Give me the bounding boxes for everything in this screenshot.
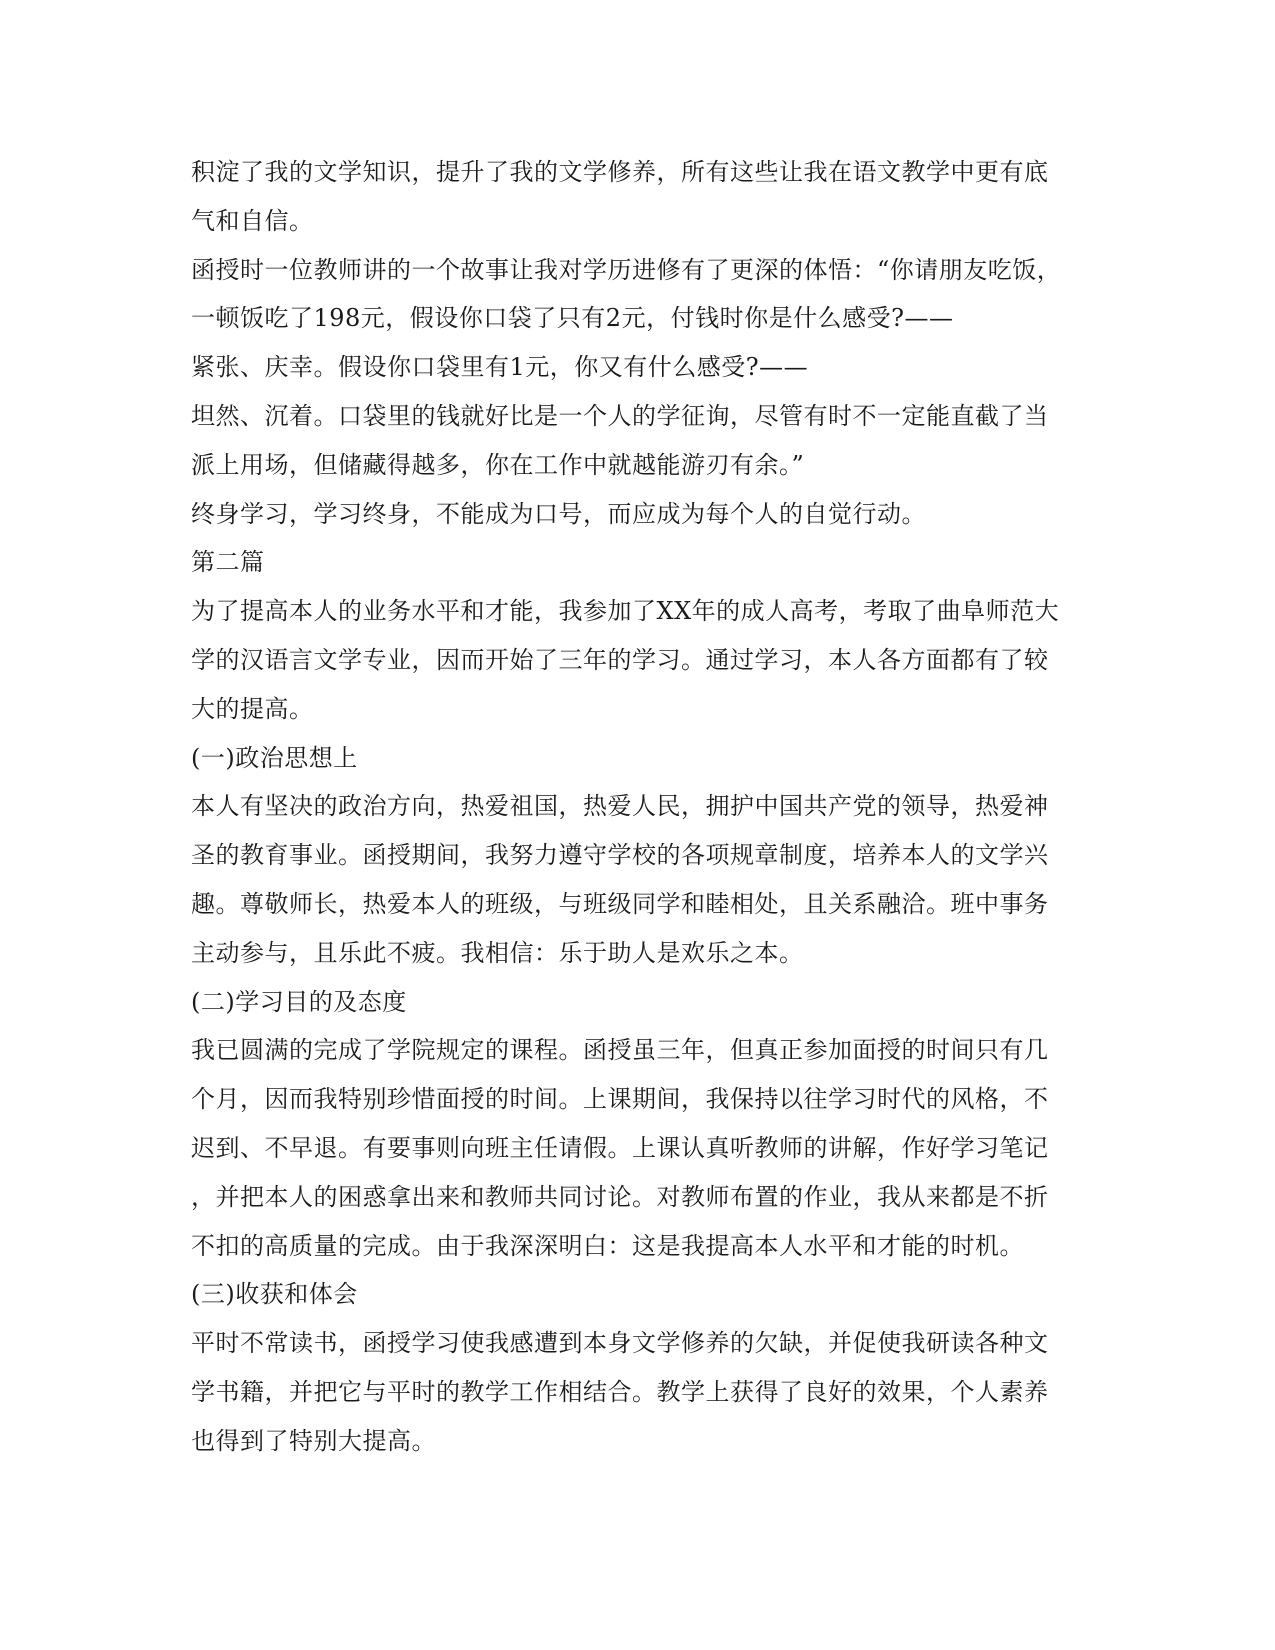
text-line: 终身学习，学习终身，不能成为口号，而应成为每个人的自觉行动。 — [191, 499, 926, 528]
text-line: 派上用场，但储藏得越多，你在工作中就越能游刃有余。” — [191, 450, 805, 479]
text-line: 不扣的高质量的完成。由于我深深明白：这是我提高本人水平和才能的时机。 — [191, 1231, 1024, 1260]
text-line: 气和自信。 — [191, 206, 314, 235]
text-line: 紧张、庆幸。假设你口袋里有1元，你又有什么感受?—— — [191, 353, 809, 382]
text-line: ，并把本人的困惑拿出来和教师共同讨论。对教师布置的作业，我从来都是不折 — [191, 1182, 1049, 1211]
text-line: 函授时一位教师讲的一个故事让我对学历进修有了更深的体悟：“你请朋友吃饭， — [191, 255, 1062, 284]
text-line: 本人有坚决的政治方向，热爱祖国，热爱人民，拥护中国共产党的领导，热爱神 — [191, 792, 1049, 821]
text-line: 大的提高。 — [191, 694, 314, 723]
text-line: 为了提高本人的业务水平和才能，我参加了XX年的成人高考，考取了曲阜师范大 — [191, 597, 1060, 626]
text-line: 个月，因而我特别珍惜面授的时间。上课期间，我保持以往学习时代的风格，不 — [191, 1085, 1049, 1114]
subsection-heading: (一)政治思想上 — [191, 743, 358, 772]
text-line: 积淀了我的文学知识，提升了我的文学修养，所有这些让我在语文教学中更有底 — [191, 158, 1049, 186]
text-line: 趣。尊敬师长，热爱本人的班级，与班级同学和睦相处，且关系融洽。班中事务 — [191, 889, 1049, 918]
text-line: 坦然、沉着。口袋里的钱就好比是一个人的学征询，尽管有时不一定能直截了当 — [191, 401, 1049, 430]
subsection-heading: (二)学习目的及态度 — [191, 987, 407, 1016]
text-line: 平时不常读书，函授学习使我感遭到本身文学修养的欠缺，并促使我研读各种文 — [191, 1329, 1049, 1358]
section-heading: 第二篇 — [191, 548, 265, 577]
text-line: 主动参与，且乐此不疲。我相信：乐于助人是欢乐之本。 — [191, 938, 804, 967]
text-line: 学书籍，并把它与平时的教学工作相结合。教学上获得了良好的效果，个人素养 — [191, 1377, 1049, 1406]
text-line: 迟到、不早退。有要事则向班主任请假。上课认真听教师的讲解，作好学习笔记 — [191, 1133, 1049, 1162]
document-body — [191, 148, 1071, 1466]
text-line: 一顿饭吃了198元，假设你口袋了只有2元，付钱时你是什么感受?—— — [191, 304, 954, 333]
text-line: 也得到了特别大提高。 — [191, 1426, 436, 1455]
text-line: 学的汉语言文学专业，因而开始了三年的学习。通过学习，本人各方面都有了较 — [191, 645, 1049, 674]
text-line: 我已圆满的完成了学院规定的课程。函授虽三年，但真正参加面授的时间只有几 — [191, 1036, 1049, 1065]
subsection-heading: (三)收获和体会 — [191, 1280, 358, 1309]
text-line: 圣的教育事业。函授期间，我努力遵守学校的各项规章制度，培养本人的文学兴 — [191, 841, 1049, 870]
